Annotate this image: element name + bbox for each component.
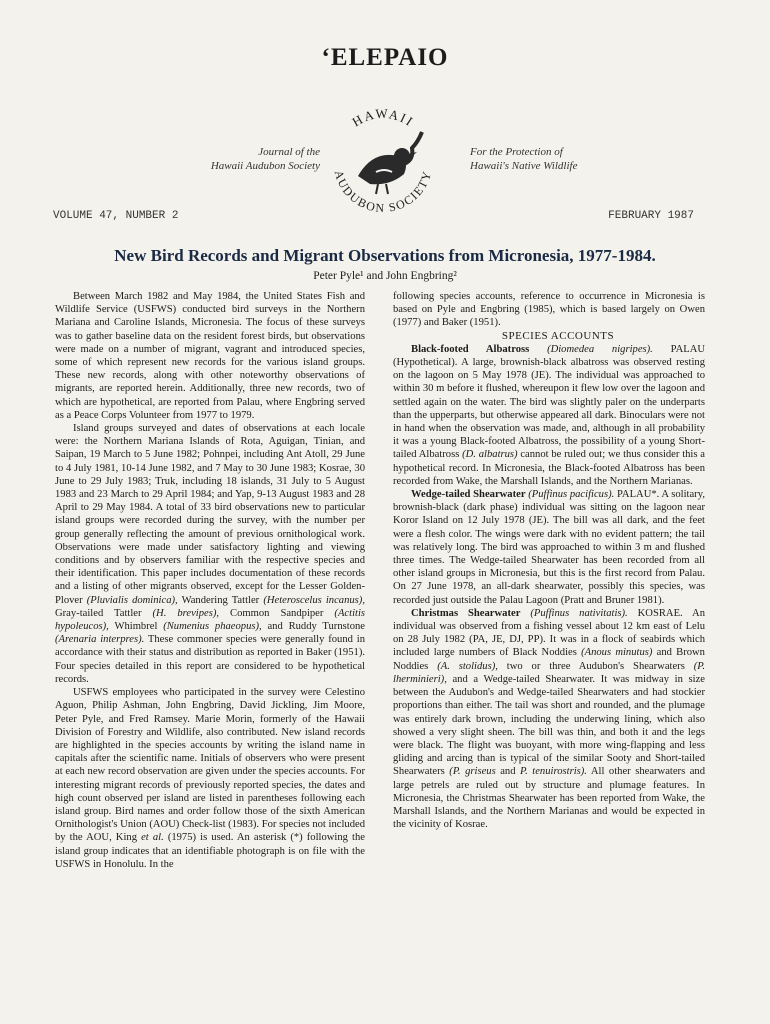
species-account-christmas: Christmas Shearwater (Puffinus nativitatis). KOSRAE. An individual was observed from a fishing vessel about 12 km east of Lelu on 28 July 1982 (PA, JE, DJ, PP). It was in a flock of seabirds which included large numbers of Black Noddies (Anous minutus) and Brown Noddies (A. stolidus), two or three Audubon's Shearwaters (P. lherminieri), and a Wedge-tailed Shearwater. It was midway in size between the Audubon's and Wedge-tailed Shearwaters and had stockier proportions than either. The tail was short and rounded, and the plumage was entirely dark brown, including the underwing lining, which also showed a very slight sheen. The bill was thin, and both it and the legs were black. The flight was buoyant, with more wing-flapping and less gliding and arcing than is typical of the similar Sooty and Short-tailed Shearwaters (P. griseus and P. tenuirostris). All other shearwaters and large petrels are ruled out by structure and plumage features. In Micronesia, the Christmas Shearwater has been reported from Wake, the Marshall Islands, and the Northern Marianas and would be expected in the vicinity of Kosrae. — [393, 607, 705, 831]
paragraph-participants: USFWS employees who participated in the survey were Celestino Aguon, Philip Ashman, John Engbring, David Jickling, Jim Moore, Peter Pyle, and Fred Ramsey. Marie Morin, formerly of the Hawaii Division of Forestry and Wildlife, also contributed. New island records are highlighted in the species accounts by writing the island name in capitals after the scientific name. Initials of observers who were present at each new record observation are given under the species accounts. For interesting migrant records of previously reported species, the dates and high count observed per island are listed in parentheses following each island group. Bird names and order follow those of the sixth American Ornithologist's Union (AOU) Check-list (1983). For species not included by the AOU, King et al. (1975) is used. An asterisk (*) following the island group indicates that an identifiable photograph is on file with the USFWS in Honolulu. In the — [55, 687, 365, 870]
paragraph-survey: Island groups surveyed and dates of observations at each locale were: the Northern Mariana Islands of Rota, Aguigan, Tinian, and Saipan, 19 March to 5 June 1982; Pohnpei, including Ant Atoll, 29 June to 4 July 1981, 10-14 June 1982, and 7 May to 30 June 1983; Kosrae, 30 June to 29 July 1983; Truk, including 18 islands, 31 July to 5 August 1983 and 23 March to 29 April 1984; and Yap, 9-13 August 1983 and 28 April to 29 May 1984. A total of 33 bird observations new to particular island groups were recorded during the survey, with the number per group generally reflecting the amount of previous ornithological work. Observations were made under satisfactory lighting and viewing conditions and by observers familiar with the respective species and their identification. This paper includes documentation of these records and a listing of other migrants observed, except for the Lesser Golden-Plover (Pluvialis dominica), Wandering Tattler (Heteroscelus incanus), Gray-tailed Tattler (H. brevipes), Common Sandpiper (Actitis hypoleucos), Whimbrel (Numenius phaeopus), and Ruddy Turnstone (Arenaria interpres). These commoner species were generally found in accordance with their status and distribution as reported in Baker (1951). Four species detailed in this report are considered to be hypothetical records. — [55, 423, 366, 685]
journal-line-1: Journal of the — [258, 146, 320, 158]
protect-line-1: For the Protection of — [470, 146, 563, 158]
protect-line-2: Hawaii's Native Wildlife — [470, 160, 578, 172]
right-column — [393, 290, 705, 831]
article-title: New Bird Records and Migrant Observations from Micronesia, 1977-1984. — [114, 246, 656, 265]
svg-text:HAWAII — [349, 106, 417, 130]
left-column — [55, 290, 365, 871]
article-authors: Peter Pyle¹ and John Engbring² — [313, 270, 457, 282]
section-heading: SPECIES ACCOUNTS — [501, 329, 615, 342]
journal-caption — [150, 145, 320, 173]
elepaio-bird-icon — [358, 132, 422, 194]
journal-line-2: Hawaii Audubon Society — [210, 160, 320, 172]
audubon-seal-logo — [318, 98, 448, 228]
issue-date: FEBRUARY 1987 — [608, 210, 694, 222]
seal-text-top: HAWAII — [349, 105, 417, 130]
seal-text-bottom: AUDUBON SOCIETY — [331, 168, 435, 216]
paragraph-intro: Between March 1982 and May 1984, the United States Fish and Wildlife Service (USFWS) conducted bird surveys in the Northern Mariana and Caroline Islands, Micronesia. The focus of these surveys was to gather baseline data on the resident forest birds, but observations were made on a number of migrant, vagrant and introduced species, some of which represent new records for the various island groups. These new records, along with other noteworthy observations of migrants, are reported herein. Additionally, three new records, two of which are hypothetical, are reported from Palau, where Engbring served as a Peace Corps Volunteer from 1977 to 1979. — [55, 291, 365, 421]
volume-number: VOLUME 47, NUMBER 2 — [53, 210, 179, 222]
page-title: ‘ELEPAIO — [321, 44, 449, 71]
issue-line — [53, 210, 694, 222]
species-account-albatross: Black-footed Albatross (Diomedea nigripes). PALAU (Hypothetical). A large, brownish-black albatross was observed resting on the lagoon on 5 May 1978 (JE). The individual was approached to within 30 m before it flushed, whereupon it flew low over the lagoon and settled again on the water. The bird was slightly paler on the underparts than the upperparts, but otherwise appeared all dark. Binoculars were not in hand when the observation was made, and, although in all probability it was a young Black-footed Albatross, the possibility of a young Short-tailed Albatross (D. albatrus) cannot be ruled out; we thus consider this a hypothetical record. In Micronesia, the Black-footed Albatross has been recorded from Wake, the Marshall Islands, and the Northern Marianas. — [393, 343, 705, 487]
species-account-wedge-tailed: Wedge-tailed Shearwater (Puffinus pacificus). PALAU*. A solitary, brownish-black (dark phase) individual was sitting on the lagoon near Koror Island on 12 July 1978 (JE). The bill was all dark, and the feet were a flesh color. The wings were dark with no evident pattern; the tail was relatively long. The bird was approached to within 3 m and flushed three times. The Wedge-tailed Shearwater has been recorded from all other island groups in Micronesia, but this is the first record from Palau. On 27 June 1978, an all-dark shearwater, possibly this species, was recorded just outside the Palau Lagoon (Pratt and Bruner 1981). — [393, 489, 705, 606]
paragraph-continued: following species accounts, reference to occurrence in Micronesia is based on Pyle and Engbring (1985), which is based largely on Owen (1977) and Baker (1951). — [393, 291, 705, 329]
protection-caption — [470, 145, 650, 173]
